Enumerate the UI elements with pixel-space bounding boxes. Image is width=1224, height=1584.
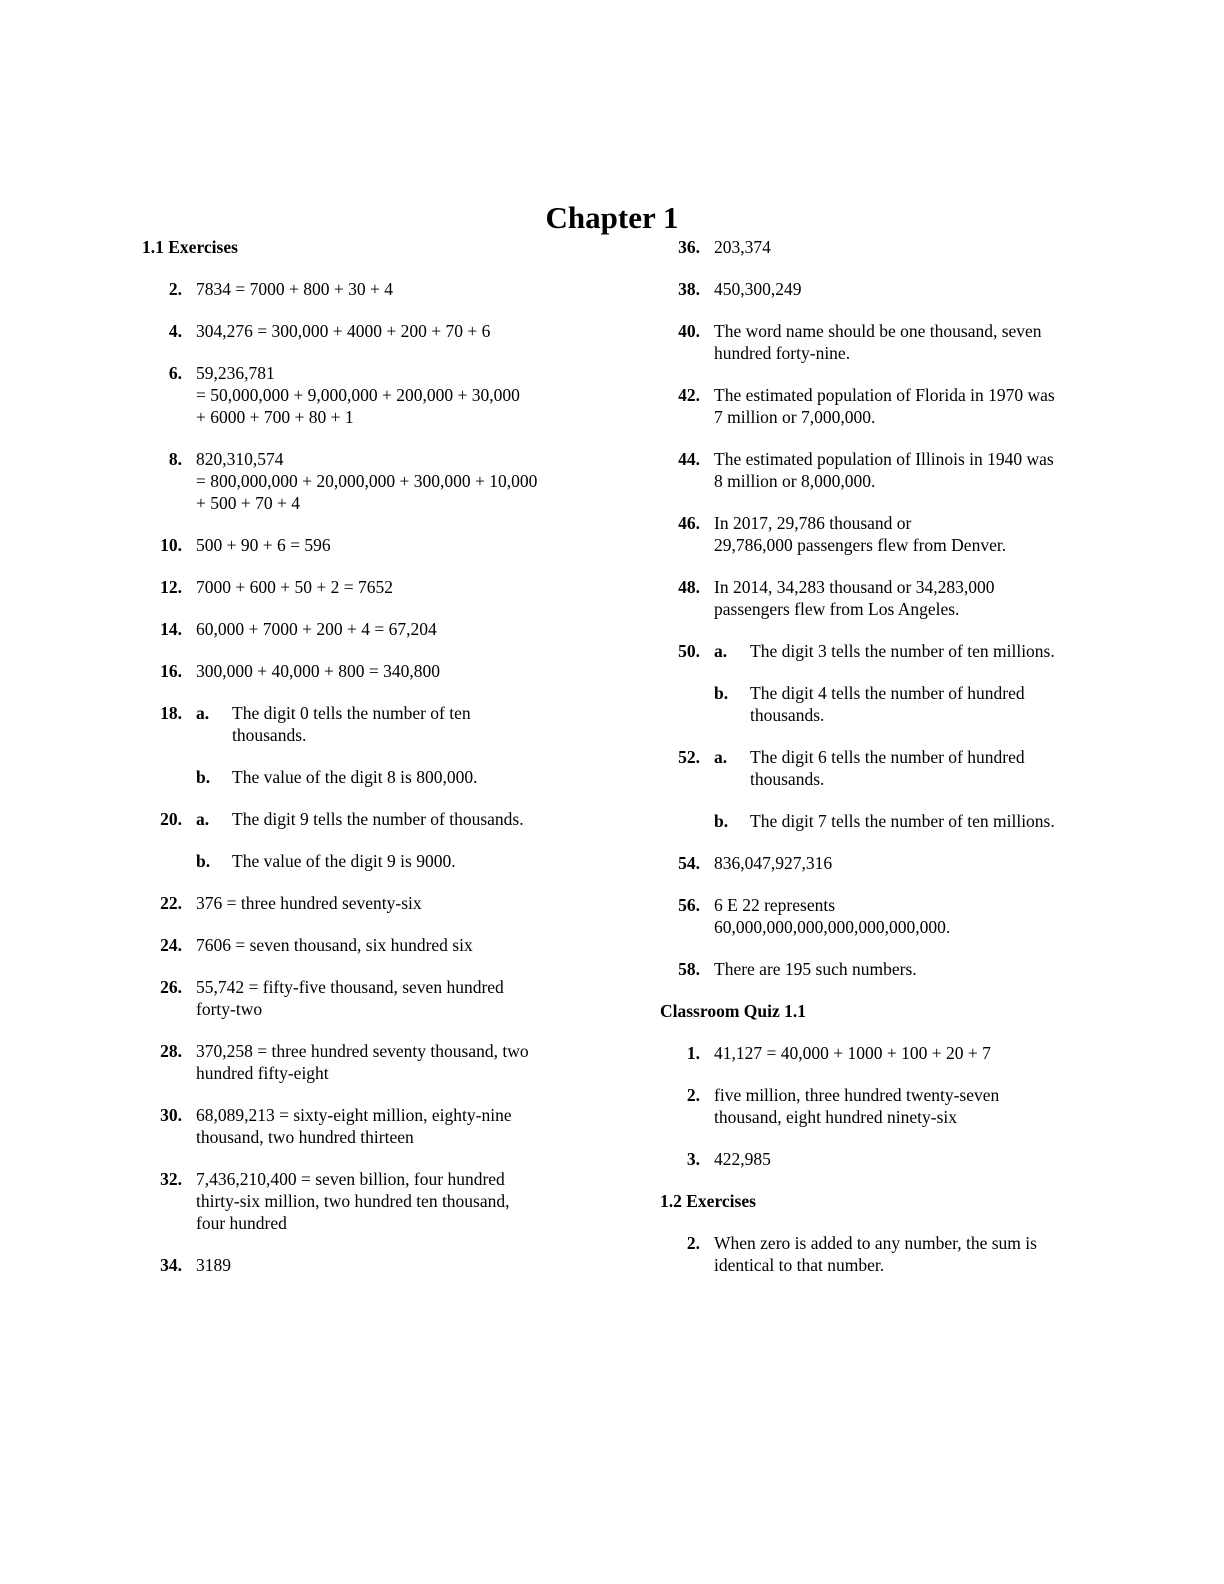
exercise-answer <box>660 852 1110 874</box>
sub-text <box>232 766 592 788</box>
exercise-number: 28. <box>160 1041 182 1061</box>
sub-text <box>750 746 1110 790</box>
sub-answer <box>714 810 1110 832</box>
exercise-number: 1. <box>686 1043 700 1063</box>
exercise-answer <box>660 958 1110 980</box>
exercise-number: 34. <box>160 1255 182 1275</box>
sub-letter: b. <box>714 683 729 703</box>
answer-line: = 800,000,000 + 20,000,000 + 300,000 + 10,000 <box>196 471 538 491</box>
answer-body <box>182 1168 592 1234</box>
answer-body <box>700 278 1110 300</box>
answer-line: forty-two <box>196 999 263 1019</box>
answer-line: + 6000 + 700 + 80 + 1 <box>196 407 354 427</box>
sub-letter: a. <box>714 641 728 661</box>
exercise-answer <box>660 384 1110 428</box>
exercise-answer <box>142 808 592 872</box>
answer-body <box>700 512 1110 556</box>
answer-line: The estimated population of Florida in 1970 was <box>714 385 1055 405</box>
exercise-number: 40. <box>678 321 700 341</box>
exercise-number: 32. <box>160 1169 182 1189</box>
sub-answer <box>714 640 1110 662</box>
sub-text <box>750 810 1110 832</box>
answer-line: 59,236,781 <box>196 363 275 383</box>
answer-body <box>700 236 1110 258</box>
exercise-answer <box>660 278 1110 300</box>
exercise-answer <box>142 362 592 428</box>
answer-body <box>700 576 1110 620</box>
answer-line: The digit 7 tells the number of ten millions. <box>750 811 1055 831</box>
exercise-answer <box>660 512 1110 556</box>
answer-body <box>700 852 1110 874</box>
answer-body <box>700 958 1110 980</box>
answer-line: 500 + 90 + 6 = 596 <box>196 535 331 555</box>
answer-line: thousands. <box>750 769 825 789</box>
sub-text <box>232 808 592 830</box>
answer-body <box>182 534 592 556</box>
answer-line: The value of the digit 8 is 800,000. <box>232 767 478 787</box>
answer-line: 304,276 = 300,000 + 4000 + 200 + 70 + 6 <box>196 321 491 341</box>
sub-answer <box>196 808 592 830</box>
left-column <box>142 236 592 1296</box>
answer-body <box>182 362 592 428</box>
sub-letter: b. <box>196 767 211 787</box>
exercise-answer <box>660 1232 1110 1276</box>
answer-body <box>700 640 1110 726</box>
exercise-answer <box>142 576 592 598</box>
answer-line: 29,786,000 passengers flew from Denver. <box>714 535 1007 555</box>
answer-body <box>700 1084 1110 1128</box>
sub-letter: a. <box>196 809 210 829</box>
right-column <box>660 236 1110 1296</box>
exercise-number: 50. <box>678 641 700 661</box>
answer-line: 68,089,213 = sixty-eight million, eighty-nine <box>196 1105 512 1125</box>
exercise-number: 36. <box>678 237 700 257</box>
answer-line: thirty-six million, two hundred ten thousand, <box>196 1191 510 1211</box>
exercise-number: 2. <box>686 1085 700 1105</box>
answer-body <box>182 934 592 956</box>
sub-letter: a. <box>714 747 728 767</box>
answer-line: 3189 <box>196 1255 231 1275</box>
answer-line: 7000 + 600 + 50 + 2 = 7652 <box>196 577 393 597</box>
exercise-number: 2. <box>168 279 182 299</box>
answer-line: 8 million or 8,000,000. <box>714 471 876 491</box>
answer-line: 450,300,249 <box>714 279 802 299</box>
answer-body <box>182 976 592 1020</box>
answer-body <box>700 1042 1110 1064</box>
answer-body <box>182 278 592 300</box>
exercise-answer <box>660 1148 1110 1170</box>
answer-body <box>700 746 1110 832</box>
answer-line: thousand, eight hundred ninety-six <box>714 1107 958 1127</box>
exercise-answer <box>142 618 592 640</box>
answer-line: In 2017, 29,786 thousand or <box>714 513 912 533</box>
chapter-title: Chapter 1 <box>545 199 679 235</box>
exercise-answer <box>142 534 592 556</box>
exercise-number: 54. <box>678 853 700 873</box>
exercise-number: 48. <box>678 577 700 597</box>
answer-line: 41,127 = 40,000 + 1000 + 100 + 20 + 7 <box>714 1043 991 1063</box>
sub-answer <box>714 682 1110 726</box>
answer-line: The digit 9 tells the number of thousands. <box>232 809 524 829</box>
answer-line: 376 = three hundred seventy-six <box>196 893 422 913</box>
exercise-number: 52. <box>678 747 700 767</box>
exercise-answer <box>142 702 592 788</box>
exercise-answer <box>660 894 1110 938</box>
sub-text <box>750 640 1110 662</box>
exercise-answer <box>660 448 1110 492</box>
exercise-answer <box>142 976 592 1020</box>
exercise-number: 46. <box>678 513 700 533</box>
exercise-answer <box>660 1084 1110 1128</box>
answer-body <box>700 1148 1110 1170</box>
answer-line: 55,742 = fifty-five thousand, seven hundred <box>196 977 504 997</box>
answer-line: In 2014, 34,283 thousand or 34,283,000 <box>714 577 995 597</box>
exercise-answer <box>660 320 1110 364</box>
exercise-answer <box>142 320 592 342</box>
answer-body <box>182 1254 592 1276</box>
answer-line: 60,000 + 7000 + 200 + 4 = 67,204 <box>196 619 437 639</box>
answer-body <box>182 702 592 788</box>
exercise-answer <box>142 934 592 956</box>
sub-answer <box>714 746 1110 790</box>
exercise-answer <box>142 1254 592 1276</box>
answer-line: + 500 + 70 + 4 <box>196 493 300 513</box>
exercise-answer <box>142 1104 592 1148</box>
sub-text <box>750 682 1110 726</box>
exercise-number: 44. <box>678 449 700 469</box>
answer-body <box>700 894 1110 938</box>
sub-letter: b. <box>714 811 729 831</box>
answer-body <box>182 1040 592 1084</box>
answer-line: 422,985 <box>714 1149 771 1169</box>
answer-line: 7606 = seven thousand, six hundred six <box>196 935 473 955</box>
answer-line: hundred forty-nine. <box>714 343 851 363</box>
exercise-number: 22. <box>160 893 182 913</box>
answer-body <box>182 320 592 342</box>
exercise-number: 42. <box>678 385 700 405</box>
answer-line: thousands. <box>750 705 825 725</box>
exercise-number: 10. <box>160 535 182 555</box>
sub-answer <box>196 850 592 872</box>
answer-line: 836,047,927,316 <box>714 853 833 873</box>
answer-line: There are 195 such numbers. <box>714 959 917 979</box>
exercise-number: 8. <box>168 449 182 469</box>
answer-line: 370,258 = three hundred seventy thousand, two <box>196 1041 529 1061</box>
exercise-answer <box>660 1042 1110 1064</box>
exercise-answer <box>660 236 1110 258</box>
answer-body <box>700 448 1110 492</box>
exercise-number: 38. <box>678 279 700 299</box>
answer-body <box>700 320 1110 364</box>
answer-line: = 50,000,000 + 9,000,000 + 200,000 + 30,000 <box>196 385 520 405</box>
exercise-answer <box>142 1168 592 1234</box>
sub-text <box>232 850 592 872</box>
exercise-number: 3. <box>686 1149 700 1169</box>
answer-line: The digit 4 tells the number of hundred <box>750 683 1025 703</box>
exercise-number: 18. <box>160 703 182 723</box>
exercise-answer <box>142 660 592 682</box>
answer-body <box>700 384 1110 428</box>
exercise-number: 58. <box>678 959 700 979</box>
answer-line: 203,374 <box>714 237 771 257</box>
exercise-answer <box>142 278 592 300</box>
exercise-number: 4. <box>168 321 182 341</box>
answer-body <box>182 448 592 514</box>
exercise-number: 26. <box>160 977 182 997</box>
answer-line: The value of the digit 9 is 9000. <box>232 851 456 871</box>
answer-line: identical to that number. <box>714 1255 885 1275</box>
answer-line: When zero is added to any number, the sum is <box>714 1233 1037 1253</box>
answer-body <box>182 892 592 914</box>
answer-line: four hundred <box>196 1213 287 1233</box>
answer-line: passengers flew from Los Angeles. <box>714 599 960 619</box>
exercise-number: 6. <box>168 363 182 383</box>
exercise-answer <box>142 892 592 914</box>
exercise-number: 12. <box>160 577 182 597</box>
answer-body <box>182 576 592 598</box>
answer-line: hundred fifty-eight <box>196 1063 329 1083</box>
answer-line: thousands. <box>232 725 307 745</box>
exercise-number: 2. <box>686 1233 700 1253</box>
answer-line: The word name should be one thousand, seven <box>714 321 1042 341</box>
section-heading: 1.1 Exercises <box>142 237 238 257</box>
answer-line: 300,000 + 40,000 + 800 = 340,800 <box>196 661 440 681</box>
exercise-answer <box>142 448 592 514</box>
answer-line: thousand, two hundred thirteen <box>196 1127 414 1147</box>
answer-line: The digit 6 tells the number of hundred <box>750 747 1025 767</box>
sub-letter: a. <box>196 703 210 723</box>
sub-text <box>232 702 592 746</box>
exercise-answer <box>660 576 1110 620</box>
answer-body <box>182 1104 592 1148</box>
answer-body <box>700 1232 1110 1276</box>
section-heading: Classroom Quiz 1.1 <box>660 1001 806 1021</box>
answer-line: The digit 0 tells the number of ten <box>232 703 471 723</box>
section-heading: 1.2 Exercises <box>660 1191 756 1211</box>
answer-line: The estimated population of Illinois in 1940 was <box>714 449 1054 469</box>
answer-line: The digit 3 tells the number of ten millions. <box>750 641 1055 661</box>
exercise-number: 16. <box>160 661 182 681</box>
exercise-number: 14. <box>160 619 182 639</box>
answer-body <box>182 660 592 682</box>
answer-line: 7 million or 7,000,000. <box>714 407 876 427</box>
answer-line: 7834 = 7000 + 800 + 30 + 4 <box>196 279 393 299</box>
sub-answer <box>196 766 592 788</box>
sub-answer <box>196 702 592 746</box>
exercise-number: 56. <box>678 895 700 915</box>
answer-line: five million, three hundred twenty-seven <box>714 1085 1000 1105</box>
answer-body <box>182 808 592 872</box>
exercise-number: 20. <box>160 809 182 829</box>
exercise-number: 30. <box>160 1105 182 1125</box>
answer-line: 820,310,574 <box>196 449 284 469</box>
answer-line: 60,000,000,000,000,000,000,000. <box>714 917 951 937</box>
exercise-number: 24. <box>160 935 182 955</box>
exercise-answer <box>142 1040 592 1084</box>
sub-letter: b. <box>196 851 211 871</box>
answer-body <box>182 618 592 640</box>
exercise-answer <box>660 640 1110 726</box>
answer-line: 6 E 22 represents <box>714 895 836 915</box>
answer-line: 7,436,210,400 = seven billion, four hundred <box>196 1169 505 1189</box>
exercise-answer <box>660 746 1110 832</box>
